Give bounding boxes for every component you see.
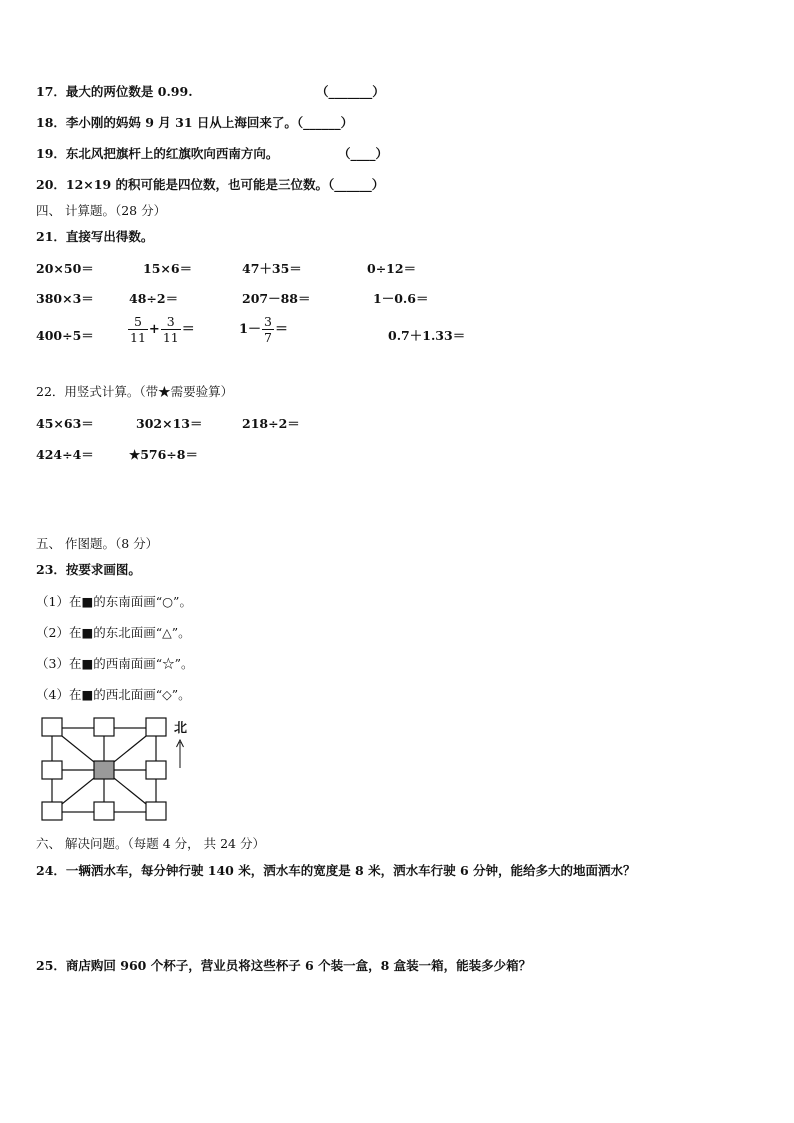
denominator: 11 — [162, 330, 179, 345]
numerator: 5 — [128, 314, 148, 330]
section-5-title: 五、 作图题。（8 分） — [36, 536, 159, 551]
question-18: 18．李小刚的妈妈 9 月 31 日从上海回来了。（______） — [36, 115, 354, 130]
section-4-title: 四、 计算题。（28 分） — [36, 203, 167, 218]
question-17-text: 17．最大的两位数是 0.99. — [36, 84, 193, 99]
calc-item: 47＋35＝ — [242, 261, 302, 276]
fraction — [262, 314, 274, 345]
fraction — [128, 314, 148, 345]
empty-box[interactable] — [42, 718, 62, 736]
question-25: 25．商店购回 960 个杯子，营业员将这些杯子 6 个装一盒，8 盒装一箱，能装多少箱？ — [36, 958, 532, 973]
question-19 — [36, 146, 389, 162]
question-24: 24．一辆洒水车，每分钟行驶 140 米，洒水车的宽度是 8 米，洒水车行驶 6 分钟，能给多大的地面洒水？ — [36, 863, 636, 878]
calc-item: 380×3＝ — [36, 291, 94, 306]
fraction — [161, 314, 181, 345]
calc-item: 45×63＝ — [36, 416, 94, 431]
expression-lead: 1－ — [239, 321, 262, 337]
question-22: 22．用竖式计算。（带★需要验算） — [36, 384, 234, 399]
section-6-title: 六、 解决问题。（每题 4 分， 共 24 分） — [36, 836, 265, 851]
empty-box[interactable] — [146, 718, 166, 736]
instruction-item: （1）在■的东南面画“○”。 — [36, 594, 192, 609]
calc-item: 20×50＝ — [36, 261, 94, 276]
denominator: 11 — [130, 330, 146, 345]
empty-box[interactable] — [146, 761, 166, 779]
empty-box[interactable] — [94, 802, 114, 820]
empty-box[interactable] — [42, 761, 62, 779]
answer-blank: （_______） — [316, 84, 385, 99]
calc-item: 15×6＝ — [143, 261, 193, 276]
plus-sign: + — [148, 321, 160, 337]
calc-item: 1－0.6＝ — [373, 291, 429, 306]
north-label: 北 — [174, 721, 188, 736]
calc-item: 0.7＋1.33＝ — [388, 328, 466, 343]
empty-box[interactable] — [146, 802, 166, 820]
calc-item: 302×13＝ — [136, 416, 203, 431]
empty-box[interactable] — [94, 718, 114, 736]
calc-fraction-diff — [238, 314, 289, 345]
question-17 — [36, 84, 385, 100]
denominator: 7 — [264, 330, 272, 345]
calc-item: 424÷4＝ — [36, 447, 94, 462]
numerator: 3 — [161, 314, 181, 330]
calc-item: 0÷12＝ — [367, 261, 417, 276]
calc-item: ★576÷8＝ — [129, 447, 198, 462]
direction-grid-diagram — [38, 716, 198, 822]
equals-sign: ＝ — [275, 321, 289, 337]
calc-item: 400÷5＝ — [36, 328, 94, 343]
question-23: 23．按要求画图。 — [36, 562, 141, 577]
question-21: 21．直接写出得数。 — [36, 229, 154, 244]
calc-item: 218÷2＝ — [242, 416, 300, 431]
numerator: 3 — [264, 314, 272, 329]
instruction-item: （4）在■的西北面画“◇”。 — [36, 687, 191, 702]
empty-box[interactable] — [42, 802, 62, 820]
calc-item: 207－88＝ — [242, 291, 311, 306]
calc-fraction-sum — [128, 314, 196, 345]
answer-blank: （____） — [338, 146, 389, 161]
calc-item: 48÷2＝ — [129, 291, 179, 306]
instruction-item: （2）在■的东北面画“△”。 — [36, 625, 191, 640]
instruction-item: （3）在■的西南面画“☆”。 — [36, 656, 194, 671]
question-19-text: 19．东北风把旗杆上的红旗吹向西南方向。 — [36, 146, 279, 161]
equals-sign: ＝ — [181, 321, 195, 337]
question-20: 20．12×19 的积可能是四位数，也可能是三位数。（______） — [36, 177, 385, 192]
center-shaded-square — [94, 761, 114, 779]
